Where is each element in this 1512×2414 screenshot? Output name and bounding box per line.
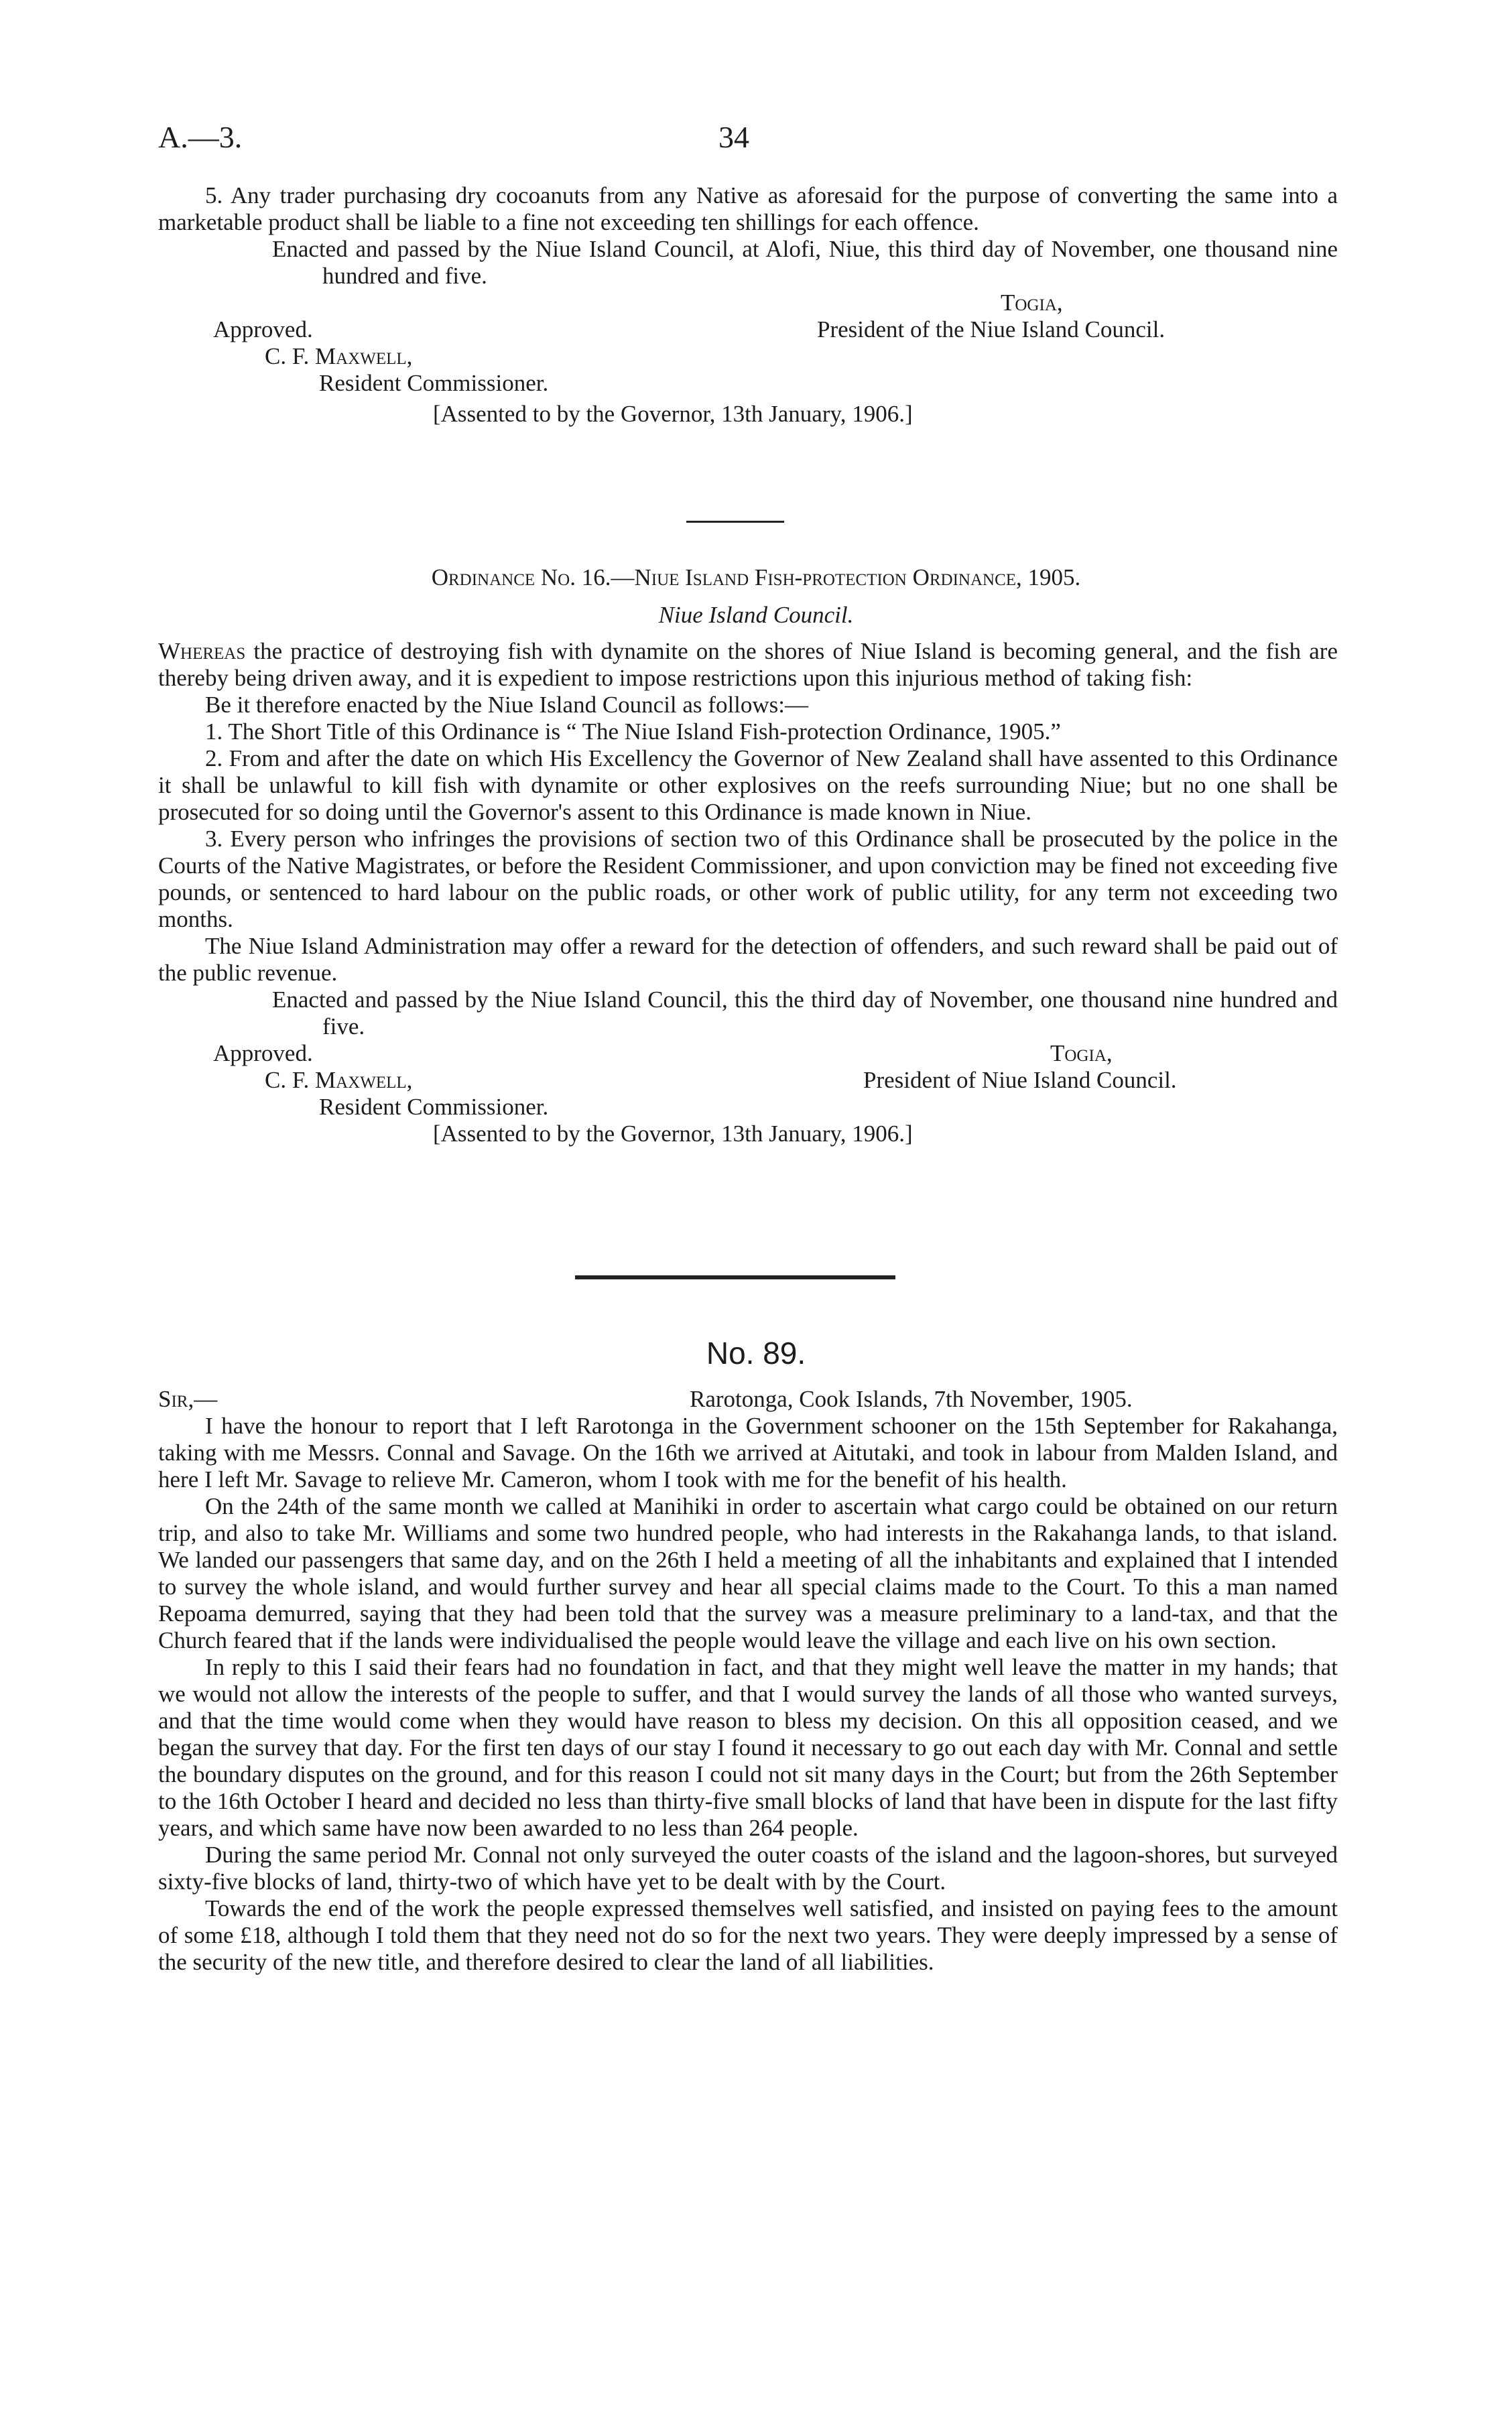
page-header [158, 119, 1338, 160]
approved-label: Approved. [213, 1040, 313, 1066]
letter-opening [158, 1386, 1338, 1413]
assent-note: [Assented to by the Governor, 13th January, 1906.] [433, 401, 913, 427]
letter-paragraph-1: I have the honour to report that I left Rarotonga in the Government schooner on the 15th September for Rakahanga, taking with me Messrs. Connal and Savage. On the 16th we arrived at Aitutaki, and took in labour from Malden Island, and here I left Mr. Savage to relieve Mr. Cameron, whom I took with me for the benefit of his health. [158, 1413, 1338, 1492]
enacting-clause: Be it therefore enacted by the Niue Island Council as follows:— [205, 692, 809, 718]
letter-paragraph-5: Towards the end of the work the people expressed themselves well satisfied, and insisted on paying fees to the amount of some £18, although I told them that they need not do so for the next two years. They were deeply impressed by a sense of the security of the new title, and therefore desired to clear the land of all liabilities. [158, 1895, 1338, 1975]
ordinance-title: Ordinance No. 16.—Niue Island Fish-protection Ordinance, 1905. [431, 564, 1081, 590]
ordinance-16-body [158, 638, 1338, 1147]
ordinance-subtitle: Niue Island Council. [658, 602, 854, 628]
section-1: 1. The Short Title of this Ordinance is “ The Niue Island Fish-protection Ordinance, 1905.” [205, 718, 1061, 745]
document-reference: A.—3. [158, 120, 243, 154]
preamble [158, 638, 1338, 692]
clause-5: 5. Any trader purchasing dry cocoanuts from any Native as aforesaid for the purpose of converting the same into a marketable product shall be liable to a fine not exceeding ten shillings for each offence. [158, 182, 1338, 235]
signature-block [158, 290, 1338, 397]
letter-paragraph-3: In reply to this I said their fears had no foundation in fact, and that they might well leave the matter in my hands; that we would not allow the interests of the people to suffer, and that I would survey the lands of all those who wanted surveys, and that the time would come when they would have reason to bless my decision. On this all opposition ceased, and we began the survey that day. For the first ten days of our stay I found it necessary to go out each day with Mr. Connal and settle the boundary disputes on the ground, and for this reason I could not sit many days in the Court; but from the 26th September to the 16th October I heard and decided no less than thirty-five small blocks of land that have been in dispute for the last fifty years, and which same have now been awarded to no less than 264 people. [158, 1654, 1338, 1841]
signature-block [158, 1040, 1338, 1121]
enacted-statement: Enacted and passed by the Niue Island Council, at Alofi, Niue, this third day of November, one thousand nine hundred and five. [272, 236, 1338, 289]
letter-paragraph-4: During the same period Mr. Connal not only surveyed the outer coasts of the island and the lagoon-shores, but surveyed sixty-five blocks of land, thirty-two of which have yet to be dealt with by the Court. [158, 1842, 1338, 1895]
commissioner-title: Resident Commissioner. [319, 1094, 549, 1120]
place-date: Rarotonga, Cook Islands, 7th November, 1905. [690, 1386, 1133, 1412]
letter-paragraph-2: On the 24th of the same month we called at Manihiki in order to ascertain what cargo could be obtained on our return trip, and also to take Mr. Williams and some two hundred people, who had interests in the Rakahanga lands, to that island. We landed our passengers that same day, and on the 26th I held a meeting of all the inhabitants and explained that I intended to survey the whole island, and would further survey and hear all special claims made to the Court. To this a man named Repoama demurred, saying that they had been told that the survey was a measure preliminary to a land-tax, and that the Church feared that if the lands were individualised the people would leave the village and each live on his own section. [158, 1493, 1338, 1653]
assent-note: [Assented to by the Governor, 13th January, 1906.] [433, 1121, 913, 1147]
section-2: 2. From and after the date on which His Excellency the Governor of New Zealand shall have assented to this Ordinance it shall be unlawful to kill fish with dynamite or other explosives on the reefs surrounding Niue; but no one shall be prosecuted for so doing until the Governor's assent to this Ordinance is made known in Niue. [158, 745, 1338, 825]
whereas-word: Whereas [158, 638, 246, 664]
preamble-text: the practice of destroying fish with dynamite on the shores of Niue Island is becoming general, and the fish are thereby being driven away, and it is expedient to impose restrictions upon this injurious method of taking fish: [158, 638, 1338, 691]
section-divider [686, 521, 784, 523]
section-3: 3. Every person who infringes the provisions of section two of this Ordinance shall be prosecuted by the police in the Courts of the Native Magistrates, or before the Resident Commissioner, and upon conviction may be fined not exceeding five pounds, or sentenced to hard labour on the public roads, or other work of public utility, for any term not exceeding two months. [158, 826, 1338, 932]
president-name: Togia, [1001, 290, 1063, 316]
document-number-heading: No. 89. [706, 1336, 806, 1371]
president-title: President of the Niue Island Council. [817, 316, 1166, 342]
commissioner-title: Resident Commissioner. [319, 370, 549, 396]
letter-no-89 [158, 1386, 1338, 1976]
approved-label: Approved. [213, 316, 313, 342]
commissioner-name: C. F. Maxwell, [265, 1067, 413, 1093]
salutation: Sir,— [158, 1386, 218, 1412]
enacted-statement: Enacted and passed by the Niue Island Council, this the third day of November, one thousand nine hundred and five. [272, 987, 1338, 1039]
heavy-divider [575, 1275, 895, 1279]
commissioner-name: C. F. Maxwell, [265, 343, 413, 369]
reward-clause: The Niue Island Administration may offer a reward for the detection of offenders, and such reward shall be paid out of the public revenue. [158, 933, 1338, 986]
previous-ordinance-end [158, 182, 1338, 428]
president-title: President of Niue Island Council. [863, 1067, 1177, 1093]
page-number: 34 [718, 120, 749, 154]
president-name: Togia, [1050, 1040, 1113, 1066]
